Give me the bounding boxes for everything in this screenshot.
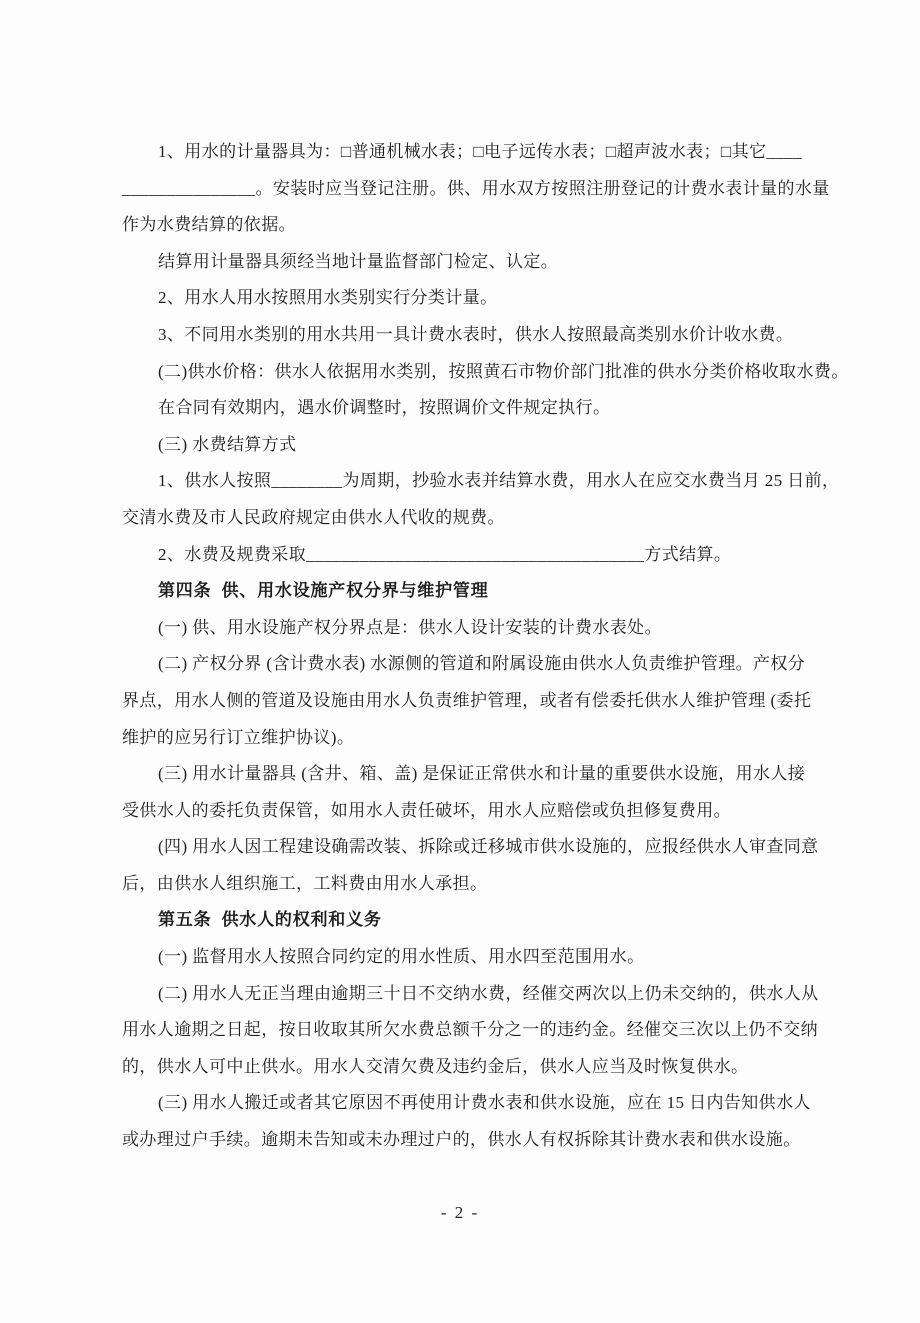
document-line: 用水人逾期之日起，按日收取其所欠水费总额千分之一的违约金。经催交三次以上仍不交纳: [122, 1020, 818, 1040]
section-heading-line: 第四条 供、用水设施产权分界与维护管理: [158, 581, 489, 601]
document-line: 1、用水的计量器具为：□普通机械水表；□电子远传水表；□超声波水表；□其它____: [158, 142, 802, 161]
section-heading-line: 第五条 供水人的权利和义务: [158, 910, 382, 930]
document-line: (三) 用水人搬迁或者其它原因不再使用计费水表和供水设施，应在 15 日内告知供水人: [158, 1093, 811, 1113]
document-line: 维护的应另行订立维护协议)。: [122, 727, 355, 747]
document-line: 受供水人的委托负责保管，如用水人责任破坏，用水人应赔偿或负担修复费用。: [122, 800, 731, 820]
document-line: (一) 监督用水人按照合同约定的用水性质、用水四至范围用水。: [158, 947, 645, 967]
document-line: 结算用计量器具须经当地计量监督部门检定、认定。: [158, 251, 559, 271]
document-line: 2、用水人用水按照用水类别实行分类计量。: [158, 288, 498, 308]
document-line: (一) 供、用水设施产权分界点是：供水人设计安装的计费水表处。: [158, 617, 662, 637]
document-line: 后，由供水人组织施工，工料费由用水人承担。: [122, 873, 488, 893]
document-line: 的，供水人可中止供水。用水人交清欠费及违约金后，供水人应当及时恢复供水。: [122, 1056, 749, 1076]
document-lines: [122, 134, 849, 1159]
document-line: 交清水费及市人民政府规定由供水人代收的规费。: [122, 507, 505, 527]
document-line: 3、不同用水类别的用水共用一具计费水表时，供水人按照最高类别水价计收水费。: [158, 324, 794, 344]
document-line: _______________。安装时应当登记注册。供、用水双方按照注册登记的计费水表计量的水量: [122, 178, 830, 198]
document-line: (四) 用水人因工程建设确需改装、拆除或迁移城市供水设施的，应报经供水人审查同意: [158, 837, 819, 857]
document-line: (三) 用水计量器具 (含井、箱、盖) 是保证正常供水和计量的重要供水设施，用水人接: [158, 764, 806, 784]
document-line: (二)供水价格：供水人依据用水类别，按照黄石市物价部门批准的供水分类价格收取水费。: [158, 361, 849, 381]
document-line: 界点，用水人侧的管道及设施由用水人负责维护管理，或者有偿委托供水人维护管理 (委托: [122, 690, 812, 710]
document-line: (二) 用水人无正当理由逾期三十日不交纳水费，经催交两次以上仍未交纳的，供水人从: [158, 983, 819, 1003]
document-line: (三) 水费结算方式: [158, 434, 297, 454]
document-line: (二) 产权分界 (含计费水表) 水源侧的管道和附属设施由供水人负责维护管理。产权分: [158, 654, 806, 674]
document-line: 在合同有效期内，遇水价调整时，按照调价文件规定执行。: [158, 398, 611, 418]
document-line: 作为水费结算的依据。: [122, 215, 296, 235]
document-line: 1、供水人按照________为周期，抄验水表并结算水费，用水人在应交水费当月 25 日前，: [158, 471, 840, 491]
document-line: 2、水费及规费采取______________________________________方式结算。: [158, 544, 732, 564]
page-number: - 2 -: [440, 1203, 480, 1222]
document-line: 或办理过户手续。逾期未告知或未办理过户的，供水人有权拆除其计费水表和供水设施。: [122, 1130, 801, 1150]
